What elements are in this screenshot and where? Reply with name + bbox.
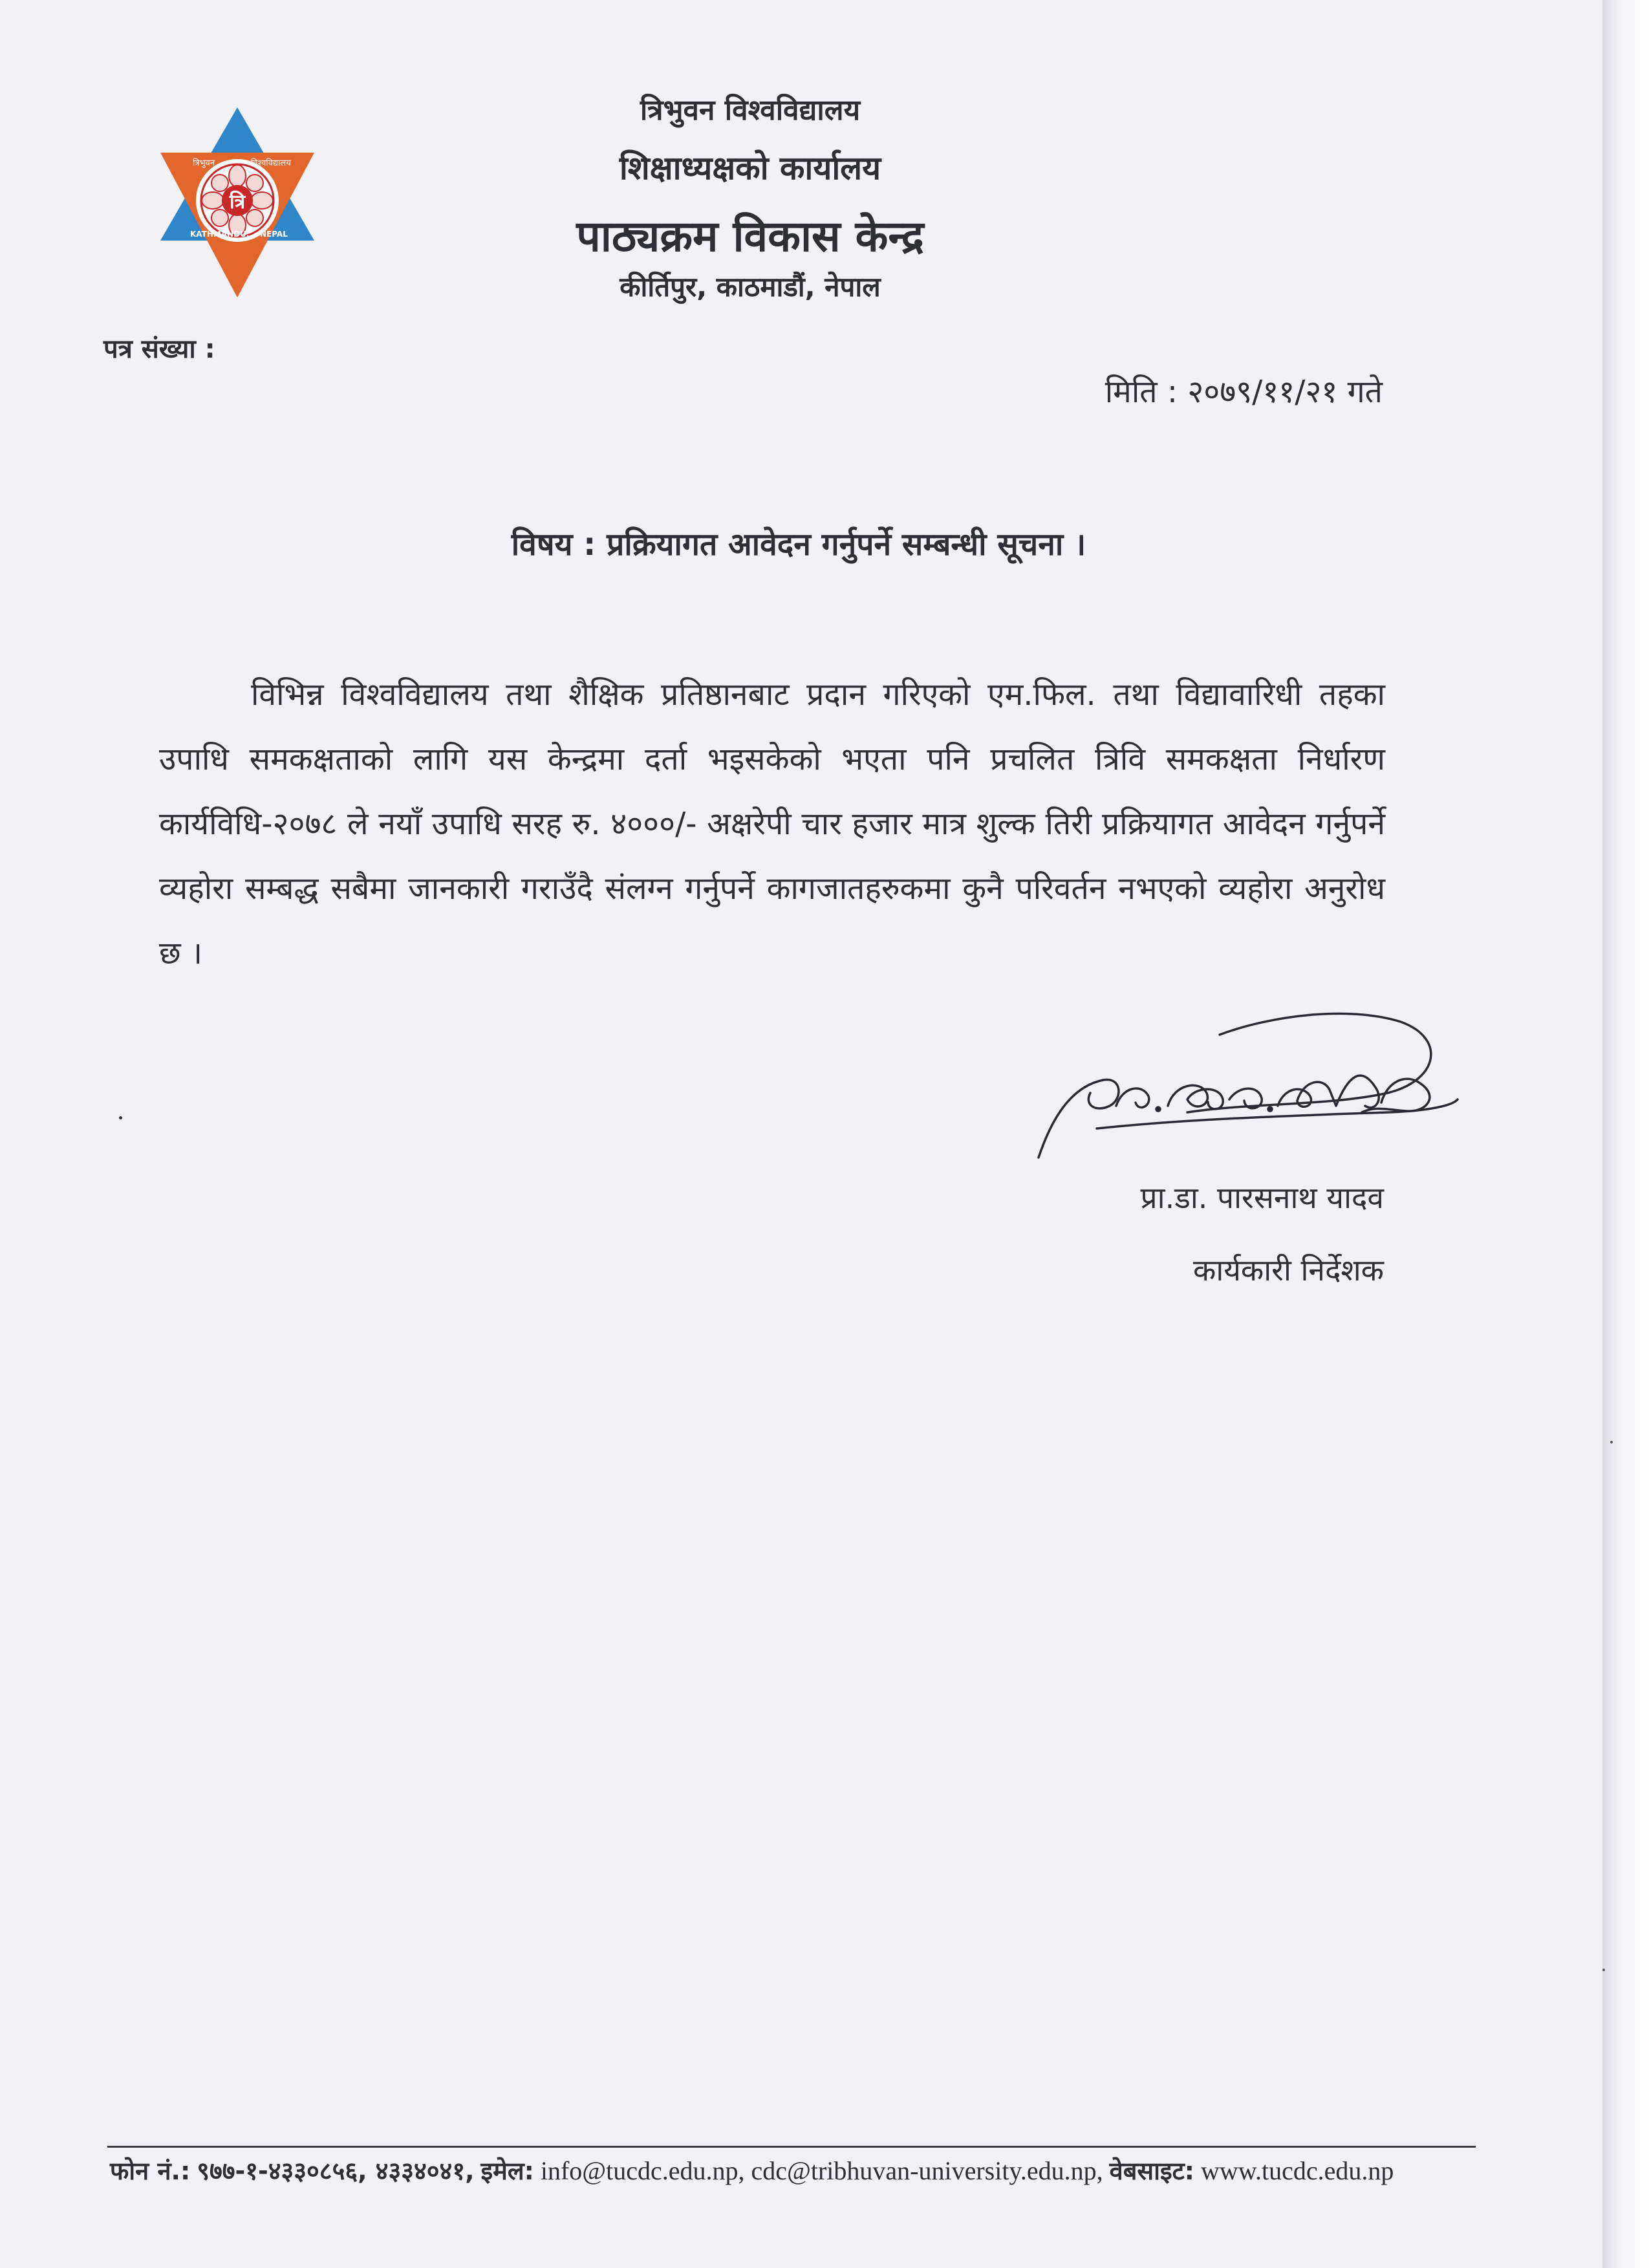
footer-website[interactable]: www.tucdc.edu.np xyxy=(1200,2156,1394,2185)
university-logo xyxy=(153,103,322,304)
signatory-name: प्रा.डा. पारसनाथ यादव xyxy=(1140,1180,1384,1215)
logo-text-bottom-left: KATHMANDU, xyxy=(190,230,250,239)
paper-edge-shadow xyxy=(1602,0,1649,2268)
letter-body: विभिन्न विश्वविद्यालय तथा शैक्षिक प्रतिष्ठानबाट प्रदान गरिएको एम.फिल. तथा विद्यावारिधी तहका उपाधि समकक्षताको लागि यस केन्द्रमा दर्ता भइसकेको भएता पनि प्रचलित त्रिवि समकक्षता निर्धारण कार्यविधि-२०७८ ले नयाँ उपाधि सरह रु. ४०००/- अक्षरेपी चार हजार मात्र शुल्क तिरी प्रक्रियागत आवेदन गर्नुपर्ने व्यहोरा सम्बद्ध सबैमा जानकारी गराउँदै संलग्न गर्नुपर्ने कागजातहरुकमा कुनै परिवर्तन नभएको व्यहोरा अनुरोध छ । xyxy=(159,676,1385,971)
ink-speck xyxy=(1610,1441,1613,1443)
letterhead-centre: पाठ्यक्रम विकास केन्द्र xyxy=(576,211,924,261)
letter-date: मिति : २०७९/११/२१ गते xyxy=(1105,374,1383,410)
ink-speck xyxy=(1602,1969,1605,1971)
svg-text:त्रि: त्रि xyxy=(229,191,246,213)
ink-speck xyxy=(119,1116,122,1119)
footer-phone-label: फोन नं.: xyxy=(110,2157,191,2185)
footer-website-label: वेबसाइट: xyxy=(1109,2157,1194,2185)
signatory-title: कार्यकारी निर्देशक xyxy=(1193,1253,1384,1288)
footer-email[interactable]: info@tucdc.edu.np, cdc@tribhuvan-university.edu.np, xyxy=(540,2156,1103,2185)
letterhead-university: त्रिभुवन विश्वविद्यालय xyxy=(640,94,861,127)
logo-text-bottom-right: NEPAL xyxy=(260,230,288,239)
footer-divider xyxy=(107,2146,1476,2148)
letter-subject: विषय : प्रक्रियागत आवेदन गर्नुपर्ने सम्बन्धी सूचना । xyxy=(511,526,1086,563)
logo-text-top-right: विश्वविद्यालय xyxy=(251,158,291,168)
footer-phone: ९७७-१-४३३०८५६, ४३३४०४१, xyxy=(197,2157,475,2185)
handwritten-signature xyxy=(1026,1009,1465,1177)
letterhead-office: शिक्षाध्यक्षको कार्यालय xyxy=(619,149,881,187)
footer-contact xyxy=(110,2154,1481,2187)
logo-text-top-left: त्रिभुवन xyxy=(193,158,215,168)
reference-number-label: पत्र संख्या : xyxy=(103,334,215,364)
letterhead-address: कीर्तिपुर, काठमाडौं, नेपाल xyxy=(620,271,881,303)
footer-email-label: इमेल: xyxy=(480,2157,534,2185)
